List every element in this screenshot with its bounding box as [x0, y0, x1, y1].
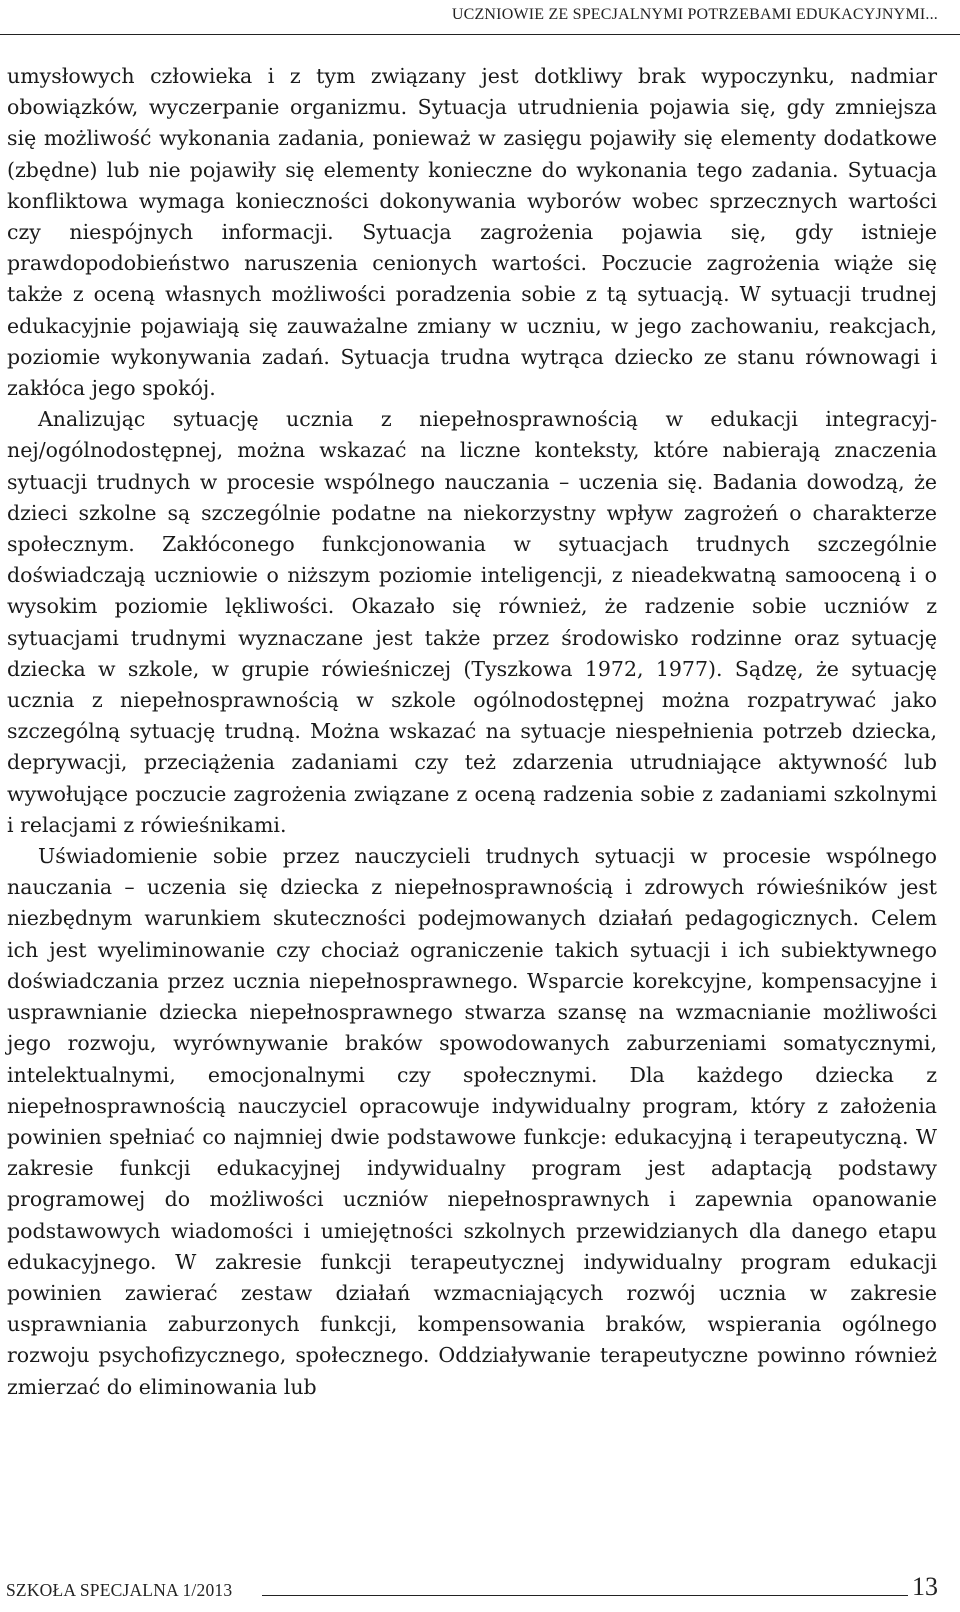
page-number: 13 — [912, 1572, 938, 1601]
header-rule — [0, 34, 960, 35]
journal-footer: SZKOŁA SPECJALNA 1/2013 — [6, 1580, 233, 1600]
body-text — [7, 61, 937, 1403]
footer-rule — [262, 1595, 908, 1596]
paragraph: umysłowych człowieka i z tym związany jest dotkliwy brak wypoczynku, nadmiar obowiązków, wyczerpanie organizmu. Sytuacja utrudnienia pojawia się, gdy zmniejsza się możliwość wykonania zadania, ponieważ w zasięgu pojawiły się elementy dodatkowe (zbędne) lub nie pojawiły się elementy konieczne do wykonania tego zadania. Sytuacja konfliktowa wymaga konieczności dokonywania wyborów wobec sprzecznych wartości czy niespójnych informacji. Sytuacja zagrożenia pojawia się, gdy istnieje prawdopodobieństwo naruszenia cenionych wartości. Poczucie zagrożenia wiąże się także z oceną własnych możliwości poradzenia sobie z tą sytuacją. W sytuacji trudnej edukacyjnie pojawiają się zauważalne zmiany w uczniu, w jego zachowaniu, reakcjach, poziomie wykonywania zadań. Sytuacja trudna wytrąca dziecko ze stanu równowagi i zakłóca jego spokój. — [7, 64, 937, 401]
paragraph: Uświadomienie sobie przez nauczycieli trudnych sytuacji w procesie wspólnego nauczania – uczenia się dziecka z niepełnosprawnością i zdrowych rówieśników jest niezbędnym warunkiem skuteczności podejmowanych działań pedagogicznych. Celem ich jest wyeliminowanie czy chociaż ograniczenie takich sytuacji i ich subiektywnego doświadczania przez ucznia niepełnosprawnego. Wsparcie korekcyjne, kompensacyjne i usprawnianie dziecka niepełnosprawnego stwarza szansę na wzmacnianie możliwości jego rozwoju, wyrównywanie braków spowodowanych zaburzeniami somatycznymi, intelektualnymi, emocjonalnymi czy społecznymi. Dla każdego dziecka z niepełnosprawnością nauczyciel opracowuje indywidualny program, który z założenia powinien spełniać co najmniej dwie podstawowe funkcje: edukacyjną i terapeutyczną. W zakresie funkcji edukacyjnej indywidualny program jest adaptacją podstawy programowej do możliwości uczniów niepełnosprawnych i zapewnia opanowanie podstawowych wiadomości i umiejętności szkolnych przewidzianych dla danego etapu edukacyjnego. W zakresie funkcji terapeutycznej indywidualny program edukacji powinien zawierać zestaw działań wzmacniających rozwój ucznia w zakresie usprawniania zaburzonych funkcji, kompensowania braków, wspierania ogólnego rozwoju psychofizycznego, społecznego. Oddziaływanie terapeutyczne powinno również zmierzać do eliminowania lub — [7, 844, 937, 1399]
paragraph: Analizując sytuację ucznia z niepełnosprawnością w edukacji integracyjnej/ogólnodostępnej, można wskazać na liczne konteksty, które nabierają znaczenia sytuacji trudnych w procesie wspólnego nauczania – uczenia się. Badania dowodzą, że dzieci szkolne są szczególnie podatne na niekorzystny wpływ zagrożeń o charakterze społecznym. Zakłóconego funkcjonowania w sytuacjach trudnych szczególnie doświadczają uczniowie o niższym poziomie inteligencji, z nieadekwatną samooceną i o wysokim poziomie lękliwości. Okazało się również, że radzenie sobie uczniów z sytuacjami trudnymi wyznaczane jest także przez środowisko rodzinne oraz sytuację dziecka w szkole, w grupie rówieśniczej (Tyszkowa 1972, 1977). Sądzę, że sytuację ucznia z niepełnosprawnością w szkole ogólnodostępnej można rozpatrywać jako szczególną sytuację trudną. Można wskazać na sytuacje niespełnienia potrzeb dziecka, deprywacji, przeciążenia zadaniami czy też zdarzenia utrudniające aktywność lub wywołujące poczucie zagrożenia związane z oceną radzenia sobie z zadaniami szkolnymi i relacjami z rówieśnikami. — [7, 407, 937, 837]
running-header: UCZNIOWIE ZE SPECJALNYMI POTRZEBAMI EDUKACYJNYMI... — [451, 6, 938, 23]
